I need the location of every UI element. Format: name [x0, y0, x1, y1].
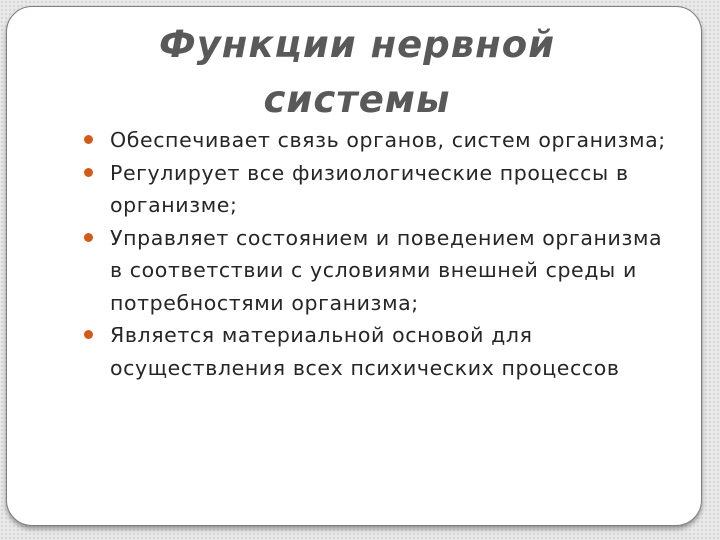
list-item	[80, 222, 680, 320]
bullet-icon	[84, 330, 93, 339]
list-item-text: Обеспечивает связь органов, систем организма;	[110, 128, 666, 152]
list-item	[80, 157, 680, 222]
list-item-text: Является материальной основой для осуществления всех психических процессов	[110, 323, 620, 380]
bullet-icon	[84, 168, 93, 177]
bullet-list	[80, 124, 680, 384]
list-item	[80, 124, 680, 157]
bullet-icon	[84, 135, 93, 144]
bullet-icon	[84, 233, 93, 242]
list-item-text: Регулирует все физиологические процессы в организме;	[110, 160, 629, 217]
list-item-text: Управляет состоянием и поведением организма в соответствии с условиями внешней среды и потребностями организма;	[110, 225, 663, 315]
slide-title: Функции нервной системы	[158, 23, 556, 121]
slide-card	[6, 6, 702, 526]
list-item	[80, 319, 680, 384]
